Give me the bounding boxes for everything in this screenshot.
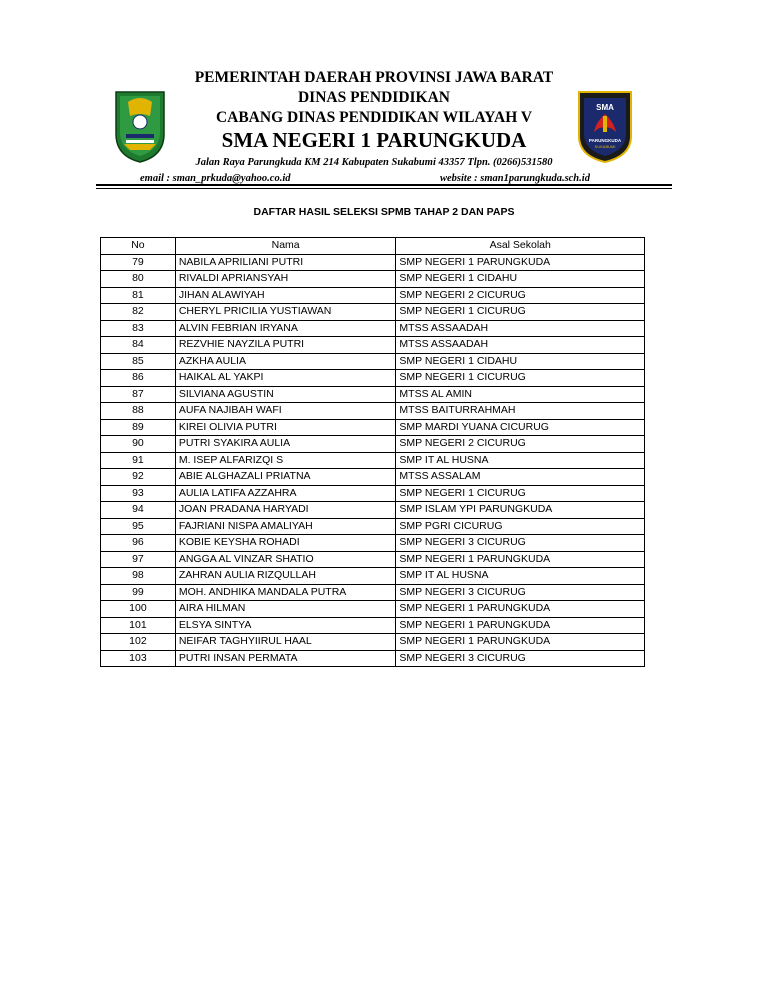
table-row [101, 634, 645, 651]
row-asal-sekolah: SMP NEGERI 1 PARUNGKUDA [396, 634, 645, 651]
row-no: 102 [101, 634, 176, 651]
letterhead [0, 0, 768, 190]
row-no: 82 [101, 304, 176, 321]
table-row [101, 584, 645, 601]
row-nama: AULIA LATIFA AZZAHRA [175, 485, 396, 502]
row-nama: ELSYA SINTYA [175, 617, 396, 634]
row-nama: HAIKAL AL YAKPI [175, 370, 396, 387]
jawa-barat-emblem-icon [110, 86, 170, 164]
government-title: PEMERINTAH DAERAH PROVINSI JAWA BARAT [194, 69, 554, 86]
table-row [101, 353, 645, 370]
row-no: 93 [101, 485, 176, 502]
row-asal-sekolah: SMP MARDI YUANA CICURUG [396, 419, 645, 436]
row-asal-sekolah: MTSS BAITURRAHMAH [396, 403, 645, 420]
row-asal-sekolah: SMP NEGERI 3 CICURUG [396, 535, 645, 552]
row-nama: REZVHIE NAYZILA PUTRI [175, 337, 396, 354]
row-no: 96 [101, 535, 176, 552]
row-asal-sekolah: SMP NEGERI 3 CICURUG [396, 584, 645, 601]
row-nama: ANGGA AL VINZAR SHATIO [175, 551, 396, 568]
table-row [101, 518, 645, 535]
row-nama: PUTRI SYAKIRA AULIA [175, 436, 396, 453]
row-nama: ABIE ALGHAZALI PRIATNA [175, 469, 396, 486]
row-nama: PUTRI INSAN PERMATA [175, 650, 396, 667]
row-asal-sekolah: SMP NEGERI 3 CICURUG [396, 650, 645, 667]
row-asal-sekolah: SMP NEGERI 1 CICURUG [396, 370, 645, 387]
table-row [101, 403, 645, 420]
row-nama: NEIFAR TAGHYIIRUL HAAL [175, 634, 396, 651]
row-nama: ZAHRAN AULIA RIZQULLAH [175, 568, 396, 585]
row-nama: AIRA HILMAN [175, 601, 396, 618]
row-nama: JIHAN ALAWIYAH [175, 287, 396, 304]
row-no: 79 [101, 254, 176, 271]
table-body [101, 254, 645, 667]
table-row [101, 271, 645, 288]
table-row [101, 469, 645, 486]
row-nama: CHERYL PRICILIA YUSTIAWAN [175, 304, 396, 321]
row-asal-sekolah: SMP IT AL HUSNA [396, 568, 645, 585]
row-asal-sekolah: SMP NEGERI 2 CICURUG [396, 436, 645, 453]
row-asal-sekolah: SMP NEGERI 1 CICURUG [396, 485, 645, 502]
table-row [101, 386, 645, 403]
table-row [101, 617, 645, 634]
table-row [101, 304, 645, 321]
row-nama: MOH. ANDHIKA MANDALA PUTRA [175, 584, 396, 601]
row-no: 81 [101, 287, 176, 304]
table-row [101, 337, 645, 354]
logo-sukabumi-text: SUKABUMI [594, 144, 616, 149]
table-row [101, 485, 645, 502]
header-no: No [101, 238, 176, 255]
row-asal-sekolah: SMP IT AL HUSNA [396, 452, 645, 469]
row-no: 90 [101, 436, 176, 453]
logo-parungkuda-text: PARUNGKUDA [588, 138, 622, 143]
row-asal-sekolah: SMP NEGERI 2 CICURUG [396, 287, 645, 304]
row-asal-sekolah: SMP NEGERI 1 CIDAHU [396, 353, 645, 370]
row-asal-sekolah: MTSS AL AMIN [396, 386, 645, 403]
table-row [101, 535, 645, 552]
row-nama: JOAN PRADANA HARYADI [175, 502, 396, 519]
row-asal-sekolah: SMP NEGERI 1 PARUNGKUDA [396, 601, 645, 618]
results-table [100, 237, 645, 667]
row-nama: M. ISEP ALFARIZQI S [175, 452, 396, 469]
row-no: 88 [101, 403, 176, 420]
table-row [101, 254, 645, 271]
row-asal-sekolah: MTSS ASSAADAH [396, 320, 645, 337]
letterhead-rule-thick [96, 184, 672, 186]
row-nama: FAJRIANI NISPA AMALIYAH [175, 518, 396, 535]
header-nama: Nama [175, 238, 396, 255]
document-title: DAFTAR HASIL SELEKSI SPMB TAHAP 2 DAN PAPS [253, 206, 515, 218]
table-row [101, 452, 645, 469]
row-no: 92 [101, 469, 176, 486]
row-no: 98 [101, 568, 176, 585]
letterhead-rule-thin [96, 188, 672, 189]
school-website: website : sman1parungkuda.sch.id [440, 173, 590, 184]
row-no: 87 [101, 386, 176, 403]
row-no: 85 [101, 353, 176, 370]
row-no: 83 [101, 320, 176, 337]
school-address: Jalan Raya Parungkuda KM 214 Kabupaten Sukabumi 43357 Tlpn. (0266)531580 [195, 157, 553, 168]
row-no: 97 [101, 551, 176, 568]
row-asal-sekolah: MTSS ASSAADAH [396, 337, 645, 354]
table-row [101, 601, 645, 618]
row-nama: AUFA NAJIBAH WAFI [175, 403, 396, 420]
row-no: 94 [101, 502, 176, 519]
table-row [101, 436, 645, 453]
row-nama: KOBIE KEYSHA ROHADI [175, 535, 396, 552]
table-row [101, 502, 645, 519]
row-no: 89 [101, 419, 176, 436]
row-asal-sekolah: SMP PGRI CICURUG [396, 518, 645, 535]
table-row [101, 568, 645, 585]
row-asal-sekolah: SMP NEGERI 1 PARUNGKUDA [396, 551, 645, 568]
table-header-row [101, 238, 645, 255]
row-nama: NABILA APRILIANI PUTRI [175, 254, 396, 271]
row-asal-sekolah: SMP NEGERI 1 CICURUG [396, 304, 645, 321]
row-asal-sekolah: SMP NEGERI 1 PARUNGKUDA [396, 254, 645, 271]
logo-sma-text: SMA [596, 103, 614, 112]
row-no: 91 [101, 452, 176, 469]
table-row [101, 650, 645, 667]
row-nama: SILVIANA AGUSTIN [175, 386, 396, 403]
row-no: 103 [101, 650, 176, 667]
school-name: SMA NEGERI 1 PARUNGKUDA [221, 128, 527, 152]
row-no: 86 [101, 370, 176, 387]
row-no: 101 [101, 617, 176, 634]
row-no: 99 [101, 584, 176, 601]
sma-parungkuda-emblem-icon [574, 86, 636, 164]
row-nama: ALVIN FEBRIAN IRYANA [175, 320, 396, 337]
row-nama: RIVALDI APRIANSYAH [175, 271, 396, 288]
school-email: email : sman_prkuda@yahoo.co.id [140, 173, 291, 184]
row-no: 95 [101, 518, 176, 535]
row-nama: AZKHA AULIA [175, 353, 396, 370]
table-row [101, 551, 645, 568]
row-no: 84 [101, 337, 176, 354]
row-asal-sekolah: SMP NEGERI 1 PARUNGKUDA [396, 617, 645, 634]
table-row [101, 320, 645, 337]
table-row [101, 419, 645, 436]
row-nama: KIREI OLIVIA PUTRI [175, 419, 396, 436]
row-asal-sekolah: MTSS ASSALAM [396, 469, 645, 486]
header-asal-sekolah: Asal Sekolah [396, 238, 645, 255]
row-asal-sekolah: SMP ISLAM YPI PARUNGKUDA [396, 502, 645, 519]
row-asal-sekolah: SMP NEGERI 1 CIDAHU [396, 271, 645, 288]
branch-title: CABANG DINAS PENDIDIKAN WILAYAH V [215, 109, 533, 126]
department-title: DINAS PENDIDIKAN [297, 89, 450, 106]
table-row [101, 370, 645, 387]
row-no: 100 [101, 601, 176, 618]
table-row [101, 287, 645, 304]
row-no: 80 [101, 271, 176, 288]
